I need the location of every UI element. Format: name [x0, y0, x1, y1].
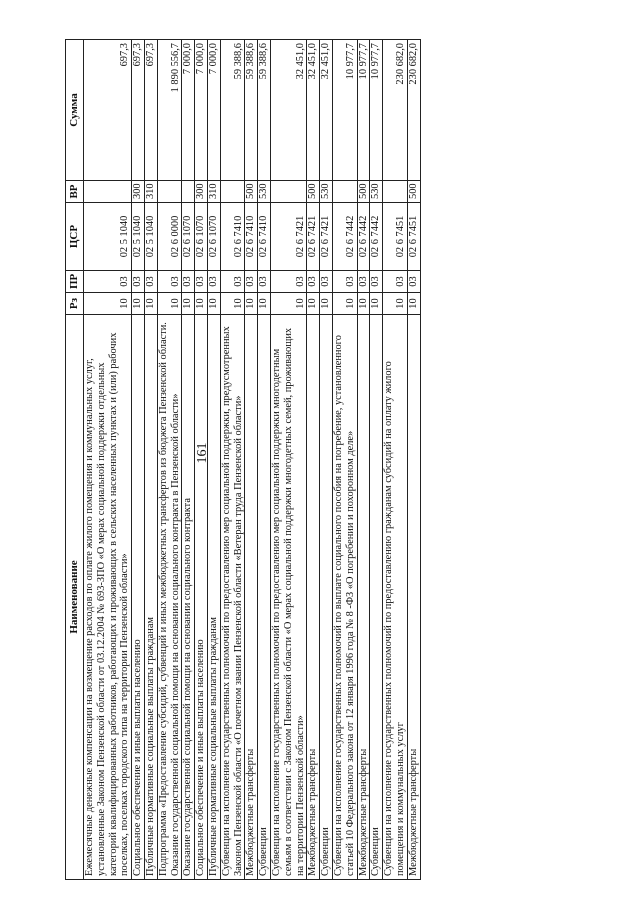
cell-sum: 32 451,0 — [320, 40, 333, 181]
cell-name: Субвенции — [258, 315, 271, 880]
cell-vr: 300 — [132, 181, 145, 203]
cell-sum: 7 000,0 — [195, 40, 208, 181]
table-row — [144, 40, 157, 880]
table-row — [84, 40, 132, 880]
cell-rz: 10 — [370, 293, 383, 315]
cell-csr: 02 5 1040 — [84, 203, 132, 271]
header-csr: ЦСР — [66, 203, 84, 271]
cell-vr: 310 — [144, 181, 157, 203]
cell-vr: 500 — [357, 181, 370, 203]
cell-csr: 02 5 1040 — [132, 203, 145, 271]
cell-csr: 02 6 7442 — [332, 203, 357, 271]
cell-rz: 10 — [407, 293, 420, 315]
cell-vr — [182, 181, 195, 203]
cell-csr: 02 6 7421 — [320, 203, 333, 271]
table-row — [370, 40, 383, 880]
cell-pr: 03 — [270, 271, 306, 293]
cell-rz: 10 — [383, 293, 408, 315]
cell-sum: 10 977,7 — [357, 40, 370, 181]
cell-pr: 03 — [144, 271, 157, 293]
cell-pr: 03 — [157, 271, 182, 293]
cell-csr: 02 6 7451 — [407, 203, 420, 271]
cell-vr — [332, 181, 357, 203]
cell-sum: 697,3 — [144, 40, 157, 181]
table-row — [182, 40, 195, 880]
cell-vr: 530 — [370, 181, 383, 203]
header-sum: Сумма — [66, 40, 84, 181]
cell-sum: 1 890 556,7 — [157, 40, 182, 181]
cell-rz: 10 — [258, 293, 271, 315]
cell-vr — [270, 181, 306, 203]
cell-rz: 10 — [270, 293, 306, 315]
cell-pr: 03 — [195, 271, 208, 293]
cell-vr: 300 — [195, 181, 208, 203]
cell-csr: 02 6 7410 — [245, 203, 258, 271]
cell-name: Межбюджетные трансферты — [407, 315, 420, 880]
cell-pr: 03 — [182, 271, 195, 293]
cell-name: Субвенции на исполнение государственных полномочий по выплате социального пособия на погребение, установленного статьей 10 Федерального закона от 12 января 1996 года № 8 -ФЗ «О погребении и похоронном деле» — [332, 315, 357, 880]
cell-rz: 10 — [207, 293, 220, 315]
table-row — [383, 40, 408, 880]
cell-pr: 03 — [307, 271, 320, 293]
budget-table — [65, 39, 421, 880]
cell-name: Публичные нормативные социальные выплаты гражданам — [144, 315, 157, 880]
cell-pr: 03 — [357, 271, 370, 293]
cell-rz: 10 — [195, 293, 208, 315]
cell-sum: 59 388,6 — [220, 40, 245, 181]
cell-name: Межбюджетные трансферты — [357, 315, 370, 880]
cell-name: Субвенции на исполнение государственных полномочий по предоставлению мер социальной поддержки многодетным семьям в соответствии с Законом Пензенской области «О мерах социальной поддержки многодетных семей, проживающих на территории Пензенской области» — [270, 315, 306, 880]
cell-name: Субвенции на исполнение государственных полномочий по предоставлению мер социальной поддержки, предусмотренных Законом Пензенской области «О почетном звании Пензенской области «Ветеран труда Пензенской области» — [220, 315, 245, 880]
cell-vr: 500 — [307, 181, 320, 203]
cell-vr: 530 — [320, 181, 333, 203]
table-row — [195, 40, 208, 880]
cell-name: Оказание государственной социальной помощи на основании социального контракта — [182, 315, 195, 880]
table-row — [220, 40, 245, 880]
cell-rz: 10 — [220, 293, 245, 315]
cell-rz: 10 — [245, 293, 258, 315]
table-row — [407, 40, 420, 880]
cell-rz: 10 — [320, 293, 333, 315]
cell-rz: 10 — [157, 293, 182, 315]
cell-name: Межбюджетные трансферты — [245, 315, 258, 880]
cell-csr: 02 6 7442 — [357, 203, 370, 271]
cell-name: Ежемесячные денежные компенсации на возмещение расходов по оплате жилого помещения и коммунальных услуг, установленные Законом Пензенской области от 03.12.2004 № 693-ЗПО «О мерах социальной поддержки отдельных категорий квалифицированных работников, работающих и проживающих в сельских населенных пунктах и (или) рабочих поселках, поселках городского типа на территории Пензенской области» — [84, 315, 132, 880]
cell-sum: 697,3 — [84, 40, 132, 181]
table-row — [157, 40, 182, 880]
cell-vr — [383, 181, 408, 203]
cell-pr: 03 — [132, 271, 145, 293]
cell-vr: 500 — [245, 181, 258, 203]
cell-name: Межбюджетные трансферты — [307, 315, 320, 880]
cell-rz: 10 — [144, 293, 157, 315]
table-row — [132, 40, 145, 880]
cell-pr: 03 — [320, 271, 333, 293]
cell-rz: 10 — [332, 293, 357, 315]
cell-rz: 10 — [307, 293, 320, 315]
cell-sum: 697,3 — [132, 40, 145, 181]
cell-name: Подпрограмма «Предоставление субсидий, субвенций и иных межбюджетных трансфертов из бюджета Пензенской области. Оказание государственной социальной помощи на основании социального контракта в Пензенской области» — [157, 315, 182, 880]
cell-sum: 7 000,0 — [207, 40, 220, 181]
cell-csr: 02 6 7421 — [270, 203, 306, 271]
cell-rz: 10 — [182, 293, 195, 315]
cell-vr: 530 — [258, 181, 271, 203]
table-row — [207, 40, 220, 880]
cell-csr: 02 5 1040 — [144, 203, 157, 271]
cell-pr: 03 — [245, 271, 258, 293]
header-vr: ВР — [66, 181, 84, 203]
cell-sum: 230 682,0 — [383, 40, 408, 181]
cell-rz: 10 — [84, 293, 132, 315]
cell-pr: 03 — [407, 271, 420, 293]
cell-pr: 03 — [220, 271, 245, 293]
table-row — [307, 40, 320, 880]
cell-csr: 02 6 1070 — [207, 203, 220, 271]
header-name: Наименование — [66, 315, 84, 880]
cell-pr: 03 — [207, 271, 220, 293]
page-number: 161 — [195, 442, 210, 464]
cell-csr: 02 6 0000 — [157, 203, 182, 271]
table-row — [245, 40, 258, 880]
cell-pr: 03 — [332, 271, 357, 293]
cell-sum: 230 682,0 — [407, 40, 420, 181]
table-row — [320, 40, 333, 880]
table-row — [357, 40, 370, 880]
header-pr: ПР — [66, 271, 84, 293]
cell-pr: 03 — [84, 271, 132, 293]
cell-sum: 7 000,0 — [182, 40, 195, 181]
cell-vr — [220, 181, 245, 203]
cell-name: Социальное обеспечение и иные выплаты населению — [195, 315, 208, 880]
cell-name: Публичные нормативные социальные выплаты гражданам — [207, 315, 220, 880]
cell-sum: 59 388,6 — [258, 40, 271, 181]
cell-name: Субвенции — [320, 315, 333, 880]
cell-csr: 02 6 7410 — [220, 203, 245, 271]
rotated-table-wrapper — [65, 40, 575, 880]
cell-csr: 02 6 7410 — [258, 203, 271, 271]
table-body — [84, 40, 421, 880]
cell-pr: 03 — [370, 271, 383, 293]
cell-csr: 02 6 7451 — [383, 203, 408, 271]
table-row — [258, 40, 271, 880]
cell-csr: 02 6 1070 — [182, 203, 195, 271]
cell-sum: 32 451,0 — [307, 40, 320, 181]
cell-rz: 10 — [132, 293, 145, 315]
cell-csr: 02 6 7442 — [370, 203, 383, 271]
cell-name: Субвенции — [370, 315, 383, 880]
cell-pr: 03 — [258, 271, 271, 293]
cell-csr: 02 6 7421 — [307, 203, 320, 271]
cell-csr: 02 6 1070 — [195, 203, 208, 271]
table-row — [270, 40, 306, 880]
cell-sum: 10 977,7 — [332, 40, 357, 181]
cell-vr: 500 — [407, 181, 420, 203]
cell-sum: 10 977,7 — [370, 40, 383, 181]
table-row — [332, 40, 357, 880]
cell-vr — [84, 181, 132, 203]
cell-vr: 310 — [207, 181, 220, 203]
cell-sum: 59 388,6 — [245, 40, 258, 181]
cell-name: Социальное обеспечение и иные выплаты населению — [132, 315, 145, 880]
header-rz: Рз — [66, 293, 84, 315]
table-header-row — [66, 40, 84, 880]
cell-rz: 10 — [357, 293, 370, 315]
cell-sum: 32 451,0 — [270, 40, 306, 181]
cell-pr: 03 — [383, 271, 408, 293]
cell-vr — [157, 181, 182, 203]
cell-name: Субвенции на исполнение государственных полномочий по предоставлению гражданам субсидий на оплату жилого помещения и коммунальных услуг — [383, 315, 408, 880]
